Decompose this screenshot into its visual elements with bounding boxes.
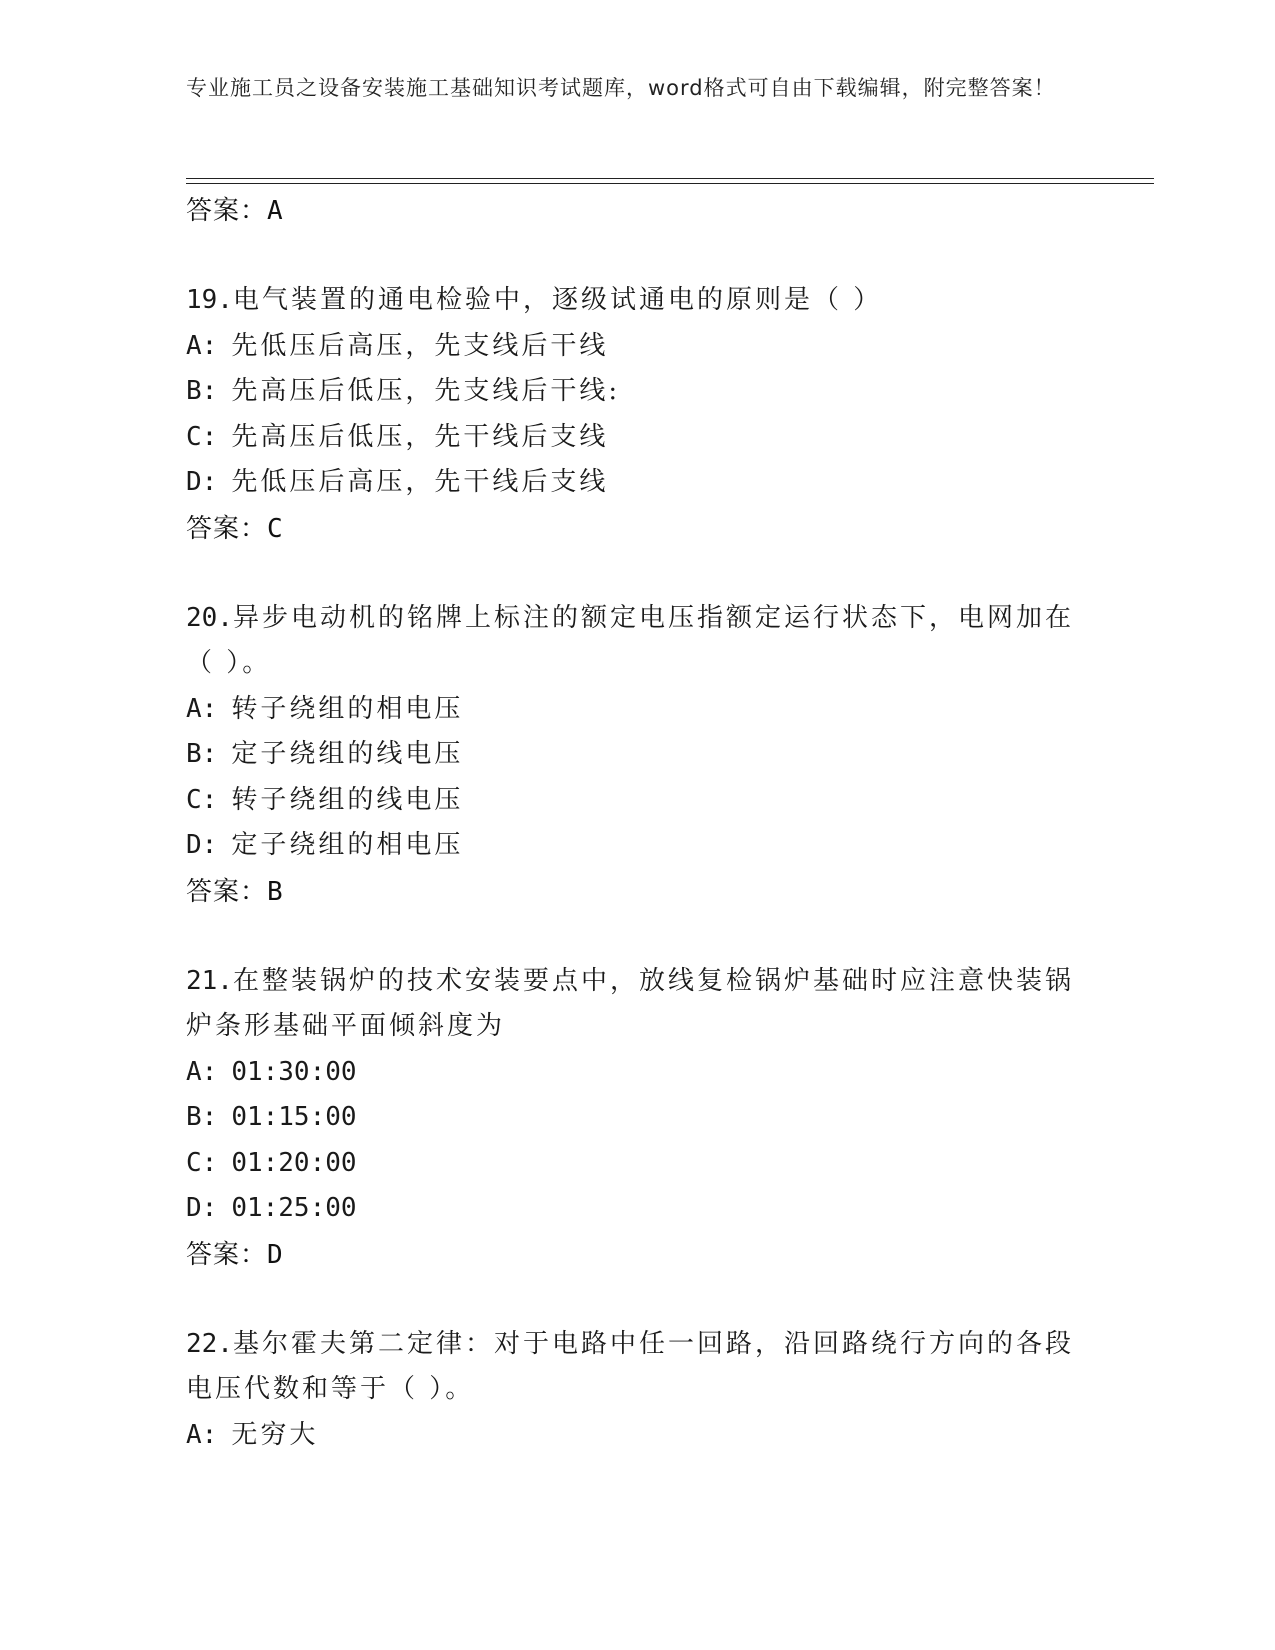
option-letter: D: xyxy=(186,467,218,497)
option-text: 无穷大 xyxy=(231,1419,319,1450)
option-text: 定子绕组的线电压 xyxy=(231,739,464,769)
option-text: 01:25:00 xyxy=(231,1193,357,1223)
option-letter: A: xyxy=(186,1419,218,1450)
option-d xyxy=(186,823,1086,869)
question-text: 电气装置的通电检验中，逐级试通电的原则是（ ） xyxy=(232,285,883,315)
question-number: 21. xyxy=(186,965,233,996)
answer-line xyxy=(186,869,1086,915)
option-d xyxy=(186,460,1086,506)
option-letter: C: xyxy=(186,1147,218,1178)
option-b xyxy=(186,732,1086,778)
option-a xyxy=(186,324,1086,370)
question-number: 22. xyxy=(186,1328,233,1359)
header-divider-bottom xyxy=(186,183,1154,184)
question-stem xyxy=(186,1322,1086,1413)
option-c xyxy=(186,1141,1086,1187)
answer-value: C xyxy=(267,513,284,544)
option-letter: A: xyxy=(186,693,218,724)
option-text: 01:15:00 xyxy=(231,1102,357,1132)
question-list xyxy=(186,188,1086,1458)
question-22 xyxy=(186,1322,1086,1459)
option-text: 定子绕组的相电压 xyxy=(231,830,464,860)
option-letter: C: xyxy=(186,421,218,452)
option-text: 01:30:00 xyxy=(231,1056,357,1087)
question-stem xyxy=(186,596,1086,687)
answer-line xyxy=(186,506,1086,552)
option-text: 01:20:00 xyxy=(231,1147,357,1178)
option-a xyxy=(186,1413,1086,1459)
option-c xyxy=(186,778,1086,824)
option-letter: B: xyxy=(186,1102,218,1132)
question-number: 19. xyxy=(186,285,233,315)
answer-value: D xyxy=(267,1239,284,1270)
option-b xyxy=(186,1095,1086,1141)
question-stem xyxy=(186,959,1086,1050)
option-letter: C: xyxy=(186,784,218,815)
option-d xyxy=(186,1186,1086,1232)
page-header: 专业施工员之设备安装施工基础知识考试题库，word格式可自由下载编辑，附完整答案！ xyxy=(186,76,1056,100)
question-20 xyxy=(186,596,1086,915)
answer-line xyxy=(186,1232,1086,1278)
option-letter: D: xyxy=(186,1193,218,1223)
option-c xyxy=(186,415,1086,461)
option-text: 先低压后高压，先干线后支线 xyxy=(231,467,609,497)
option-letter: A: xyxy=(186,1056,218,1087)
answer-value: B xyxy=(267,876,284,907)
option-b xyxy=(186,369,1086,415)
option-letter: D: xyxy=(186,830,218,860)
option-text: 转子绕组的相电压 xyxy=(231,693,464,724)
option-letter: B: xyxy=(186,739,218,769)
answer-label: 答案： xyxy=(186,1239,268,1270)
option-text: 先高压后低压，先干线后支线 xyxy=(231,421,609,452)
option-letter: B: xyxy=(186,376,218,406)
question-stem xyxy=(186,278,1086,324)
option-letter: A: xyxy=(186,330,218,361)
question-21 xyxy=(186,959,1086,1278)
option-a xyxy=(186,687,1086,733)
question-text: 基尔霍夫第二定律：对于电路中任一回路，沿回路绕行方向的各段电压代数和等于（ ）。 xyxy=(186,1328,1074,1404)
question-text: 在整装锅炉的技术安装要点中，放线复检锅炉基础时应注意快装锅炉条形基础平面倾斜度为 xyxy=(186,965,1074,1041)
option-a xyxy=(186,1050,1086,1096)
answer-value: A xyxy=(267,196,284,226)
option-text: 转子绕组的线电压 xyxy=(231,784,464,815)
answer-label: 答案： xyxy=(186,196,268,226)
answer-line xyxy=(186,188,1086,234)
answer-label: 答案： xyxy=(186,876,268,907)
answer-label: 答案： xyxy=(186,513,268,544)
question-number: 20. xyxy=(186,602,233,633)
option-text: 先高压后低压，先支线后干线: xyxy=(231,376,621,406)
option-text: 先低压后高压，先支线后干线 xyxy=(231,330,609,361)
question-text: 异步电动机的铭牌上标注的额定电压指额定运行状态下，电网加在（ ）。 xyxy=(186,602,1074,678)
question-19 xyxy=(186,278,1086,552)
header-divider-top xyxy=(186,178,1154,179)
